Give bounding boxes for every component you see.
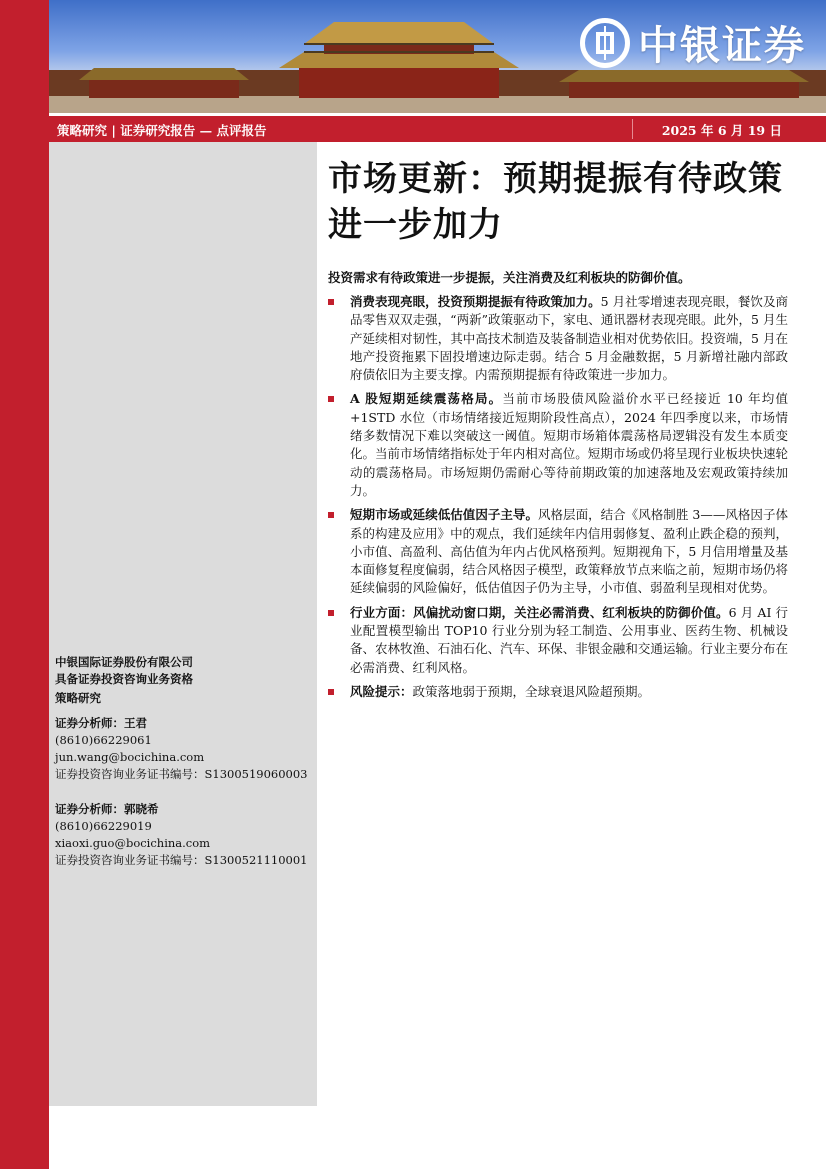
bullet-lead: 行业方面：风偏扰动窗口期，关注必需消费、红利板块的防御价值。 [350, 604, 729, 620]
department: 策略研究 [55, 691, 101, 705]
header-banner-photo [49, 0, 826, 113]
sidebar-panel [49, 142, 317, 1106]
left-brand-stripe [0, 0, 49, 1169]
list-item [328, 604, 788, 677]
analyst-block [55, 715, 315, 783]
boc-logo-icon [580, 18, 630, 68]
bullet-text: 6 月 AI 行业配置模型输出 TOP10 行业分别为轻工制造、公用事业、医药生物、机械设备、农林牧渔、石油石化、汽车、环保、非银金融和交通运输。行业主要分布在必需消费、红利风格。 [350, 604, 788, 675]
report-title: 市场更新：预期提振有待政策进一步加力 [328, 159, 783, 245]
analyst-phone: (8610)66229019 [55, 819, 152, 833]
company-name: 中银国际证券股份有限公司 [55, 655, 193, 669]
report-header-bar [49, 116, 826, 142]
boci-logo [580, 14, 806, 71]
logo-text: 中银证券 [638, 23, 806, 69]
analyst-cert: 证券投资咨询业务证书编号：S1300519060003 [55, 767, 308, 781]
report-date: 2025 年 6 月 19 日 [661, 123, 782, 138]
bullet-square-icon [328, 512, 334, 518]
bullet-text: 风格层面，结合《风格制胜 3——风格因子体系的构建及应用》中的观点，我们延续年内信用弱修复、盈利止跌企稳的预判，小市值、高盈利、高估值为年内占优风格预判。短期视角下，5 月信用增量及基本面修复程度偏弱，结合风格因子模型，政策释放节点来临之前，短期市场仍将延续偏弱的风险偏好，低估值因子仍为主导，小市值、弱盈利呈现相对优势。 [350, 507, 788, 596]
bullet-text: 5 月社零增速表现亮眼，餐饮及商品零售双双走强，“两新”政策驱动下，家电、通讯器材表现亮眼。此外，5 月生产延续相对韧性，其中高技术制造及装备制造业相对优势依旧。投资端，5 月在地产投资拖累下固投增速边际走弱。结合 5 月金融数据，5 月新增社融内部政府债依旧为主要支撑。内需预期提振有待政策进一步加力。 [350, 294, 788, 383]
report-subtitle: 投资需求有待政策进一步提振，关注消费及红利板块的防御价值。 [328, 270, 691, 285]
list-item [328, 683, 788, 701]
analyst-block [55, 801, 315, 869]
bullet-lead: A 股短期延续震荡格局。 [350, 391, 503, 407]
bullet-lead: 短期市场或延续低估值因子主导。 [350, 507, 538, 523]
report-category: 策略研究 | 证券研究报告 — 点评报告 [57, 123, 267, 138]
list-item [328, 293, 788, 384]
bullet-square-icon [328, 689, 334, 695]
bullet-square-icon [328, 299, 334, 305]
analyst-email[interactable]: jun.wang@bocichina.com [55, 750, 205, 764]
analyst-title: 证券分析师：郭晓希 [55, 802, 159, 816]
list-item [328, 506, 788, 597]
bullet-square-icon [328, 396, 334, 402]
list-item [328, 390, 788, 500]
bullet-text: 当前市场股债风险溢价水平已经接近 10 年均值+1STD 水位（市场情绪接近短期阶段性高点），2024 年四季度以来，市场情绪多数情况下难以突破这一阈值。短期市场箱体震荡格局逻辑没有发生本质变化。当前市场情绪指标处于年内相对高位。短期市场或仍将呈现行业板块快速轮动的震荡格局。市场短期仍需耐心等待前期政策的加速落地及宏观政策持续加力。 [350, 391, 788, 498]
bullet-square-icon [328, 610, 334, 616]
key-points [328, 293, 788, 707]
qualification: 具备证券投资咨询业务资格 [55, 672, 193, 686]
analyst-info [55, 654, 315, 869]
bullet-text: 政策落地弱于预期，全球衰退风险超预期。 [412, 683, 651, 699]
analyst-phone: (8610)66229061 [55, 733, 152, 747]
analyst-cert: 证券投资咨询业务证书编号：S1300521110001 [55, 853, 308, 867]
bullet-lead: 风险提示： [350, 683, 413, 699]
bullet-lead: 消费表现亮眼，投资预期提振有待政策加力。 [350, 294, 601, 309]
analyst-email[interactable]: xiaoxi.guo@bocichina.com [55, 836, 211, 850]
header-divider [632, 119, 633, 139]
analyst-title: 证券分析师：王君 [55, 716, 147, 730]
